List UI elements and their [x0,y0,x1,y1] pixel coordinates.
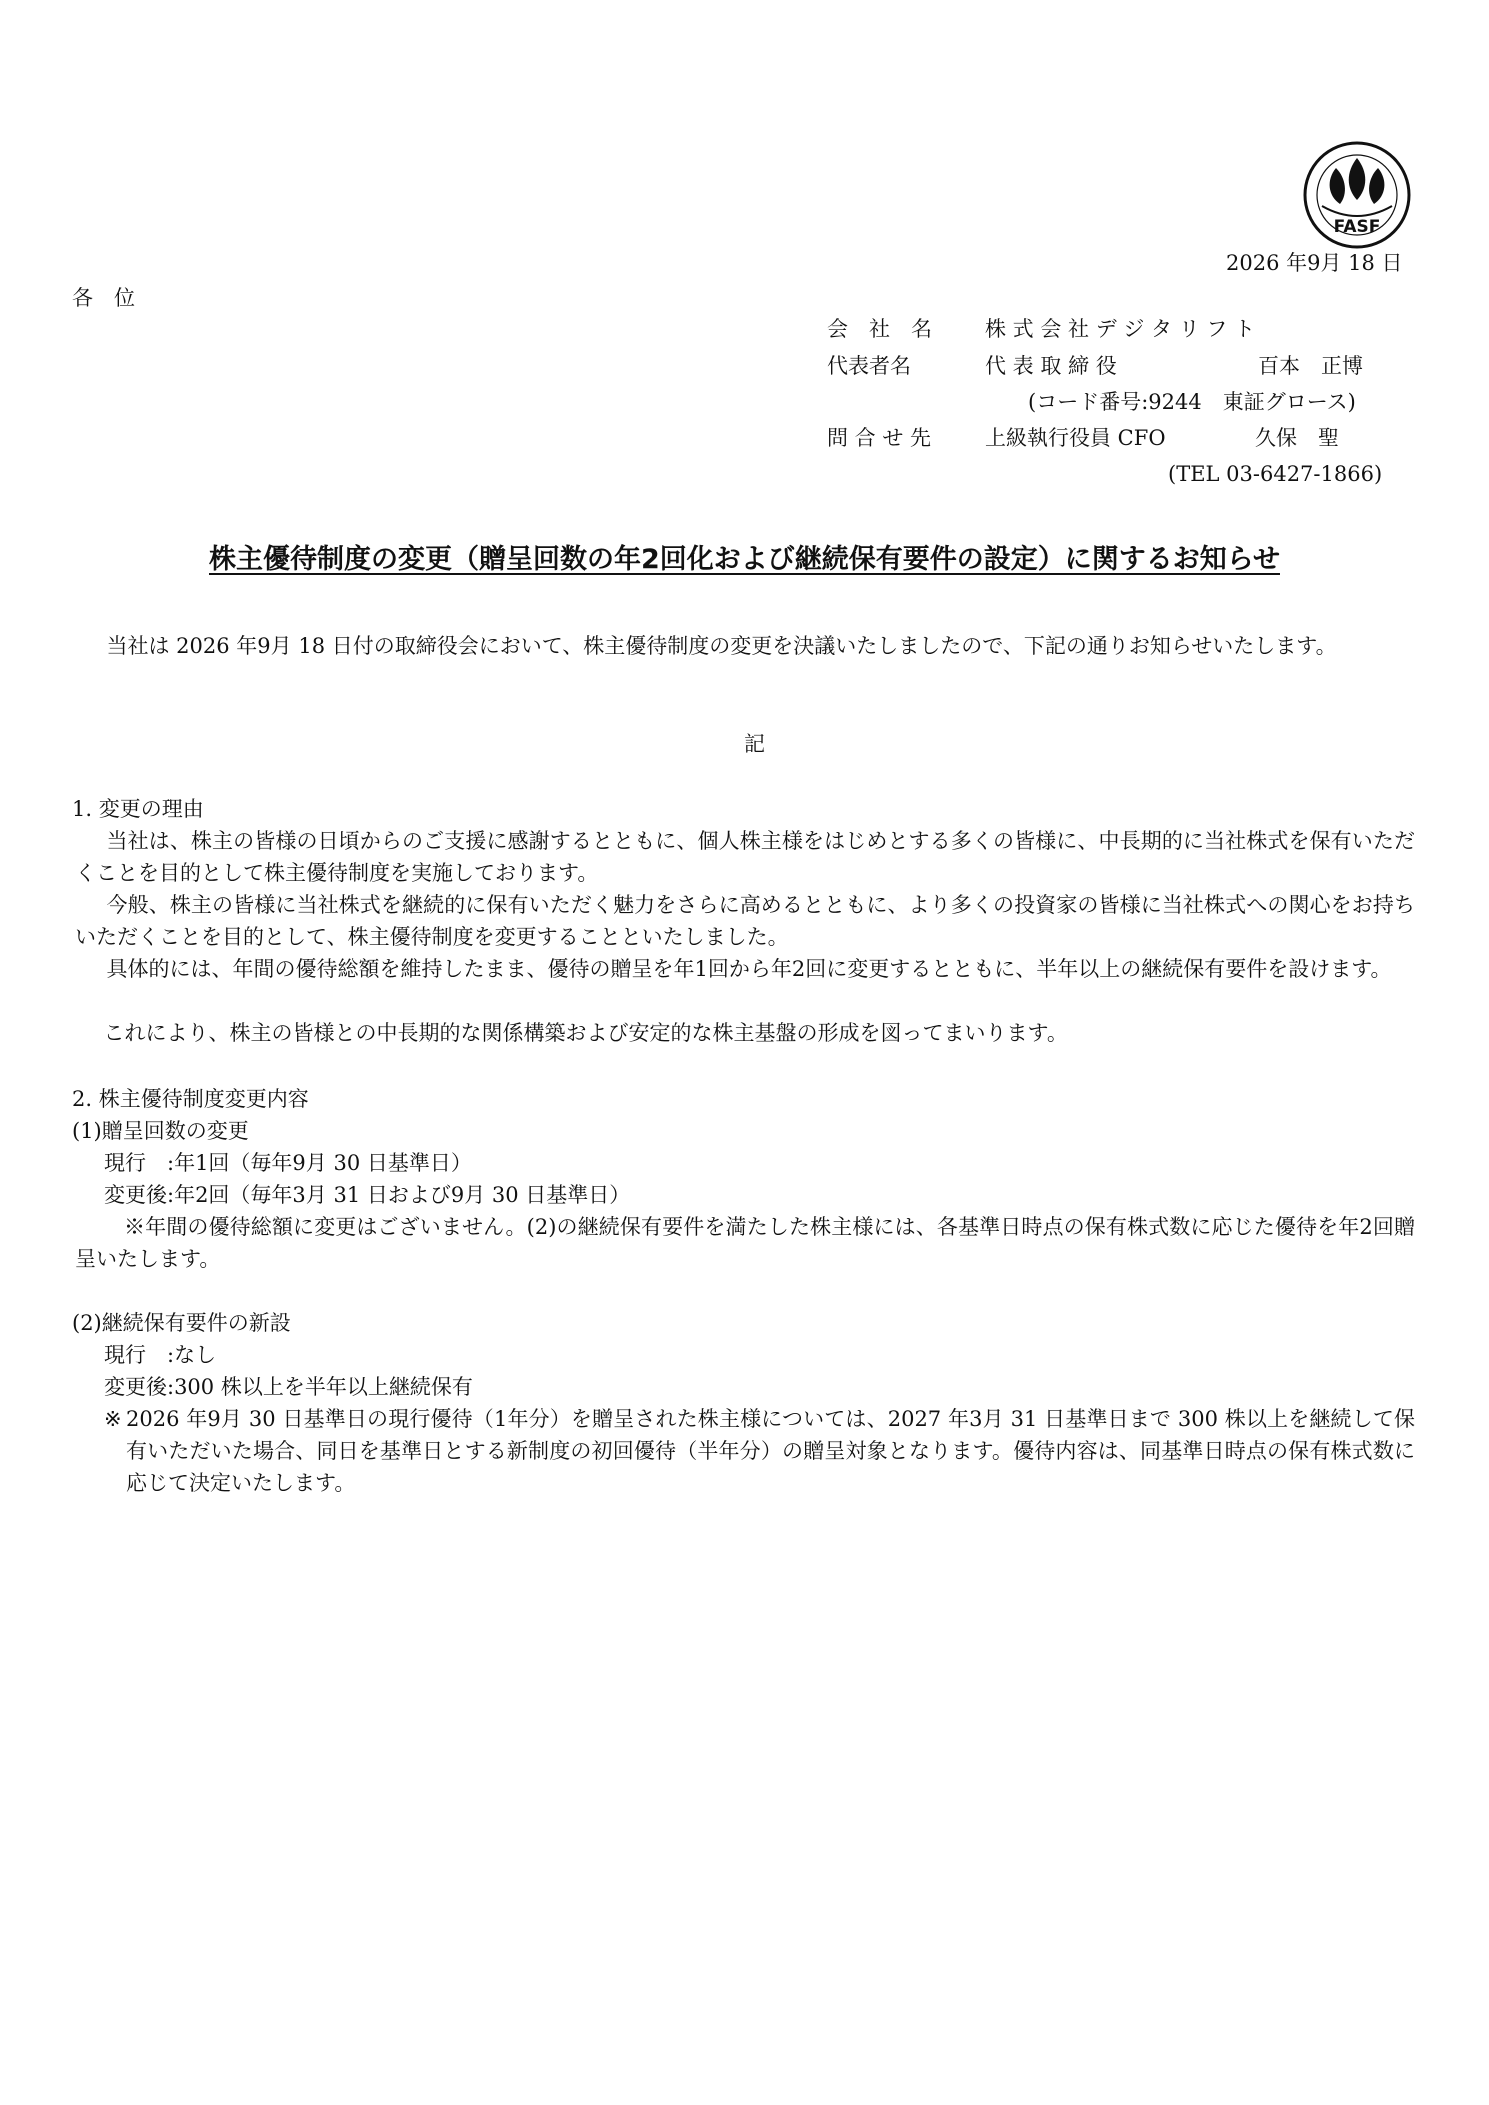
section2-heading: 2. 株主優待制度変更内容 [72,1087,309,1111]
representative-label: 代表者名 [827,354,911,378]
subsection2-current: 現行 :なし [104,1343,217,1367]
company-name-value: 株 式 会 社 デ ジ タ リ フ ト [985,317,1256,341]
representative-name: 百本 正博 [1258,354,1363,378]
intro-paragraph: 当社は 2026 年9月 18 日付の取締役会において、株主優待制度の変更を決議いたしましたので、下記の通りお知らせいたします。 [106,634,1337,658]
subsection1-current: 現行 :年1回（毎年9月 30 日基準日） [104,1151,472,1175]
section1-paragraph-2: 今般、株主の皆様に当社株式を継続的に保有いただく魅力をさらに高めるとともに、より多くの投資家の皆様に当社株式への関心をお持ちいただくことを目的として、株主優待制度を変更することといたしました。 [75,893,1415,949]
section1-paragraph-1: 当社は、株主の皆様の日頃からのご支援に感謝するとともに、個人株主様をはじめとする多くの皆様に、中長期的に当社株式を保有いただくことを目的として株主優待制度を実施しております。 [75,829,1415,885]
contact-tel: (TEL 03-6427-1866) [1168,462,1383,486]
subsection1-note: ※年間の優待総額に変更はございません。(2)の継続保有要件を満たした株主様には、各基準日時点の保有株式数に応じた優待を年2回贈呈いたします。 [75,1215,1415,1271]
representative-title: 代 表 取 締 役 [985,354,1117,378]
contact-title: 上級執行役員 CFO [985,426,1166,450]
subsection2-note: 2026 年9月 30 日基準日の現行優待（1年分）を贈呈された株主様については、2027 年3月 31 日基準日まで 300 株以上を継続して保有いただいた場合、同日を基準日とする新制度の初回優待（半年分）の贈呈対象となります。優待内容は、同基準日時点の保有株式数に応じて決定いたします。 [126,1407,1415,1495]
subsection1-after: 変更後:年2回（毎年3月 31 日および9月 30 日基準日） [104,1183,631,1207]
contact-name: 久保 聖 [1255,426,1339,450]
subsection2-heading: (2)継続保有要件の新設 [72,1311,291,1335]
section1-heading: 1. 変更の理由 [72,797,204,821]
addressee: 各 位 [72,286,135,310]
ki-mark: 記 [744,732,765,756]
document-date: 2026 年9月 18 日 [1226,251,1403,275]
section1-paragraph-4: これにより、株主の皆様との中長期的な関係構築および安定的な株主基盤の形成を図ってまいります。 [103,1021,1068,1045]
contact-label: 問 合 せ 先 [827,426,932,450]
stock-code: (コード番号:9244 東証グロース) [1028,390,1356,414]
subsection2-note-mark: ※ [104,1407,122,1431]
logo-text: FASF [1333,217,1381,237]
subsection1-heading: (1)贈呈回数の変更 [72,1119,249,1143]
fasf-logo [1302,140,1412,258]
section1-paragraph-3: 具体的には、年間の優待総額を維持したまま、優待の贈呈を年1回から年2回に変更するとともに、半年以上の継続保有要件を設けます。 [106,957,1392,981]
subsection2-after: 変更後:300 株以上を半年以上継続保有 [104,1375,473,1399]
document-title: 株主優待制度の変更（贈呈回数の年2回化および継続保有要件の設定）に関するお知らせ [209,544,1280,575]
company-name-label: 会 社 名 [827,317,932,341]
